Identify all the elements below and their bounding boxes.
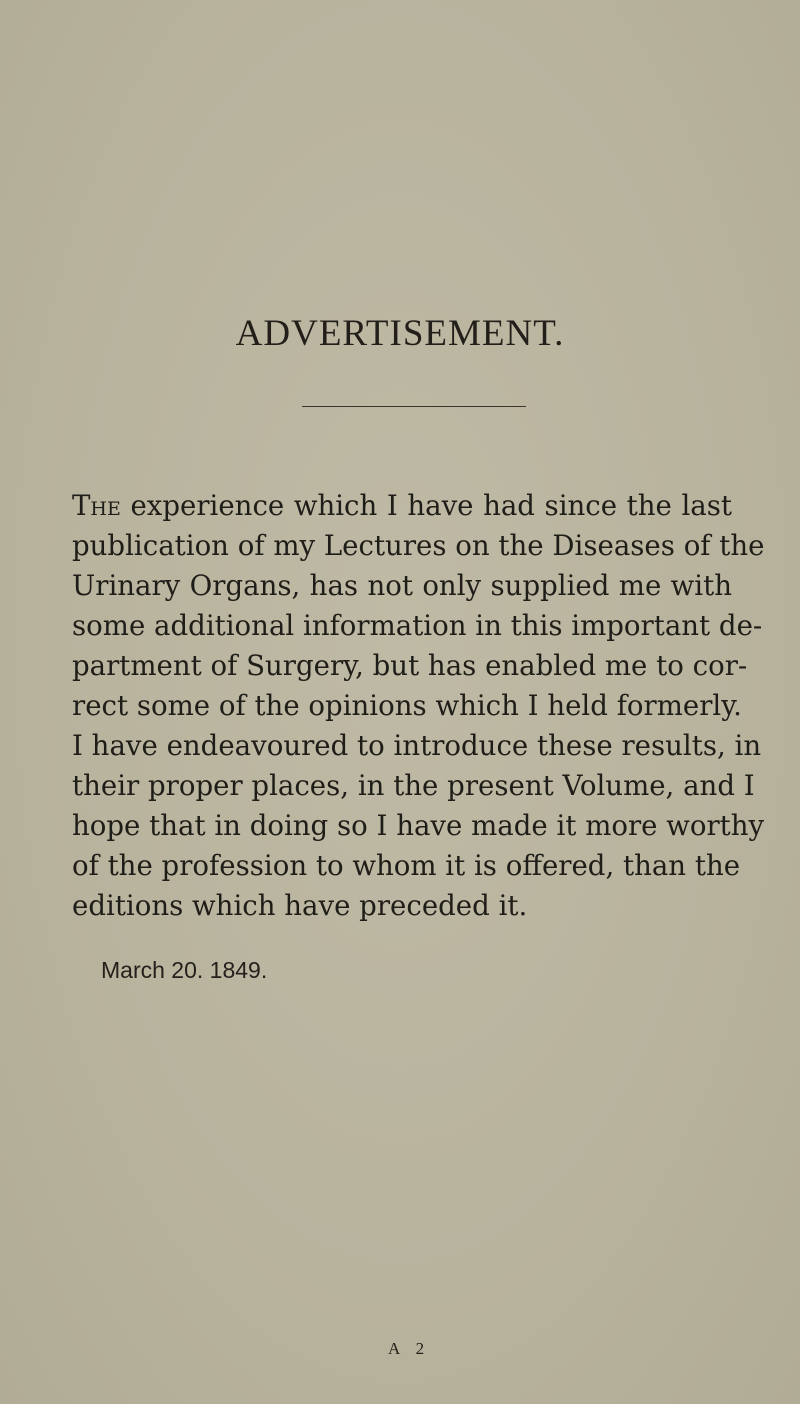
body-line-1-rest: experience which I have had since the last (120, 489, 732, 522)
body-line: I have endeavoured to introduce these results, in (72, 729, 762, 762)
body-line: partment of Surgery, but has enabled me to cor- (72, 649, 748, 682)
page-title: ADVERTISEMENT. (235, 313, 565, 354)
body-line: Urinary Organs, has not only supplied me with (72, 569, 732, 602)
body-line: editions which have preceded it. (72, 889, 528, 922)
body-line: publication of my Lectures on the Diseases of the (72, 529, 765, 562)
advertisement-body (72, 486, 765, 926)
body-first-word: The (72, 489, 121, 522)
date-line: March 20. 1849. (101, 957, 268, 983)
body-line (72, 486, 732, 526)
signature-mark: A 2 (388, 1339, 431, 1358)
body-line: their proper places, in the present Volume, and I (72, 769, 755, 802)
body-line: rect some of the opinions which I held formerly. (72, 689, 742, 722)
body-line: hope that in doing so I have made it more worthy (72, 809, 765, 842)
body-line: some additional information in this important de- (72, 609, 763, 642)
body-line: of the profession to whom it is offered, than the (72, 849, 741, 882)
title-divider (302, 406, 526, 407)
